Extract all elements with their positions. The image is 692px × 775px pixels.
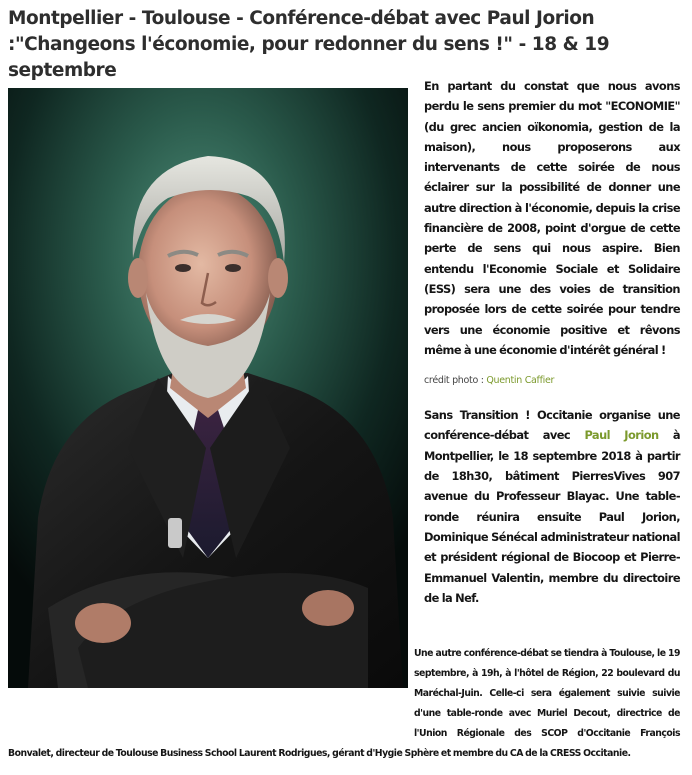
event-paragraph-intro: Sans Transition ! Occitanie organise une conférence-débat avec xyxy=(424,408,680,443)
photo-credit-label: crédit photo : xyxy=(424,375,487,387)
paul-jorion-link[interactable]: Paul Jorion xyxy=(584,428,659,443)
lead-paragraph: En partant du constat que nous avons perdu le sens premier du mot "ECONOMIE" (du grec ancien oïkonomia, gestion de la maison), nous proposerons aux intervenants de cette soirée de nous éclairer sur la possibilité de donner une autre direction à l'économie, depuis la crise financière de 2008, point d'orgue de cette perte de sens qui nous aspire. Bien entendu l'Economie Sociale et Solidaire (ESS) sera une des voies de transition proposée lors de cette soirée pour tendre vers une économie positive et rêvons même à une économie d'intérêt général ! xyxy=(424,79,680,357)
article-title: Montpellier - Toulouse - Conférence-débat avec Paul Jorion :"Changeons l'économie, pour redonner du sens !" - 18 & 19 septembre xyxy=(8,8,610,81)
event-paragraph xyxy=(424,405,680,608)
portrait-illustration xyxy=(8,88,408,688)
portrait-photo xyxy=(8,88,408,688)
photo-float-spacer xyxy=(8,644,414,732)
event-paragraph-details: à Montpellier, le 18 septembre 2018 à partir de 18h30, bâtiment PierresVives 907 avenue du Professeur Blayac. Une table-ronde réunira ensuite Paul Jorion, Dominique Sénécal administrateur national et président régional de Biocoop et Pierre-Emmanuel Valentin, membre du directoire de la Nef. xyxy=(424,428,680,605)
photo-credit-link[interactable]: Quentin Caffier xyxy=(486,375,555,387)
toulouse-paragraph xyxy=(8,644,680,764)
right-text-column xyxy=(424,76,680,608)
photo-credit xyxy=(424,374,680,388)
toulouse-paragraph-text: Une autre conférence-débat se tiendra à Toulouse, le 19 septembre, à 19h, à l'hôtel de Région, 22 boulevard du Maréchal-Juin. Celle-ci sera également suivie suivie d'une table-ronde avec Muriel Decout, directrice de l'Union Régionale des SCOP d'Occitanie François Bonvalet, directeur de Toulouse Business School Laurent Rodrigues, gérant d'Hygie Sphère et membre du CA de la CRESS Occitanie. xyxy=(8,648,680,759)
